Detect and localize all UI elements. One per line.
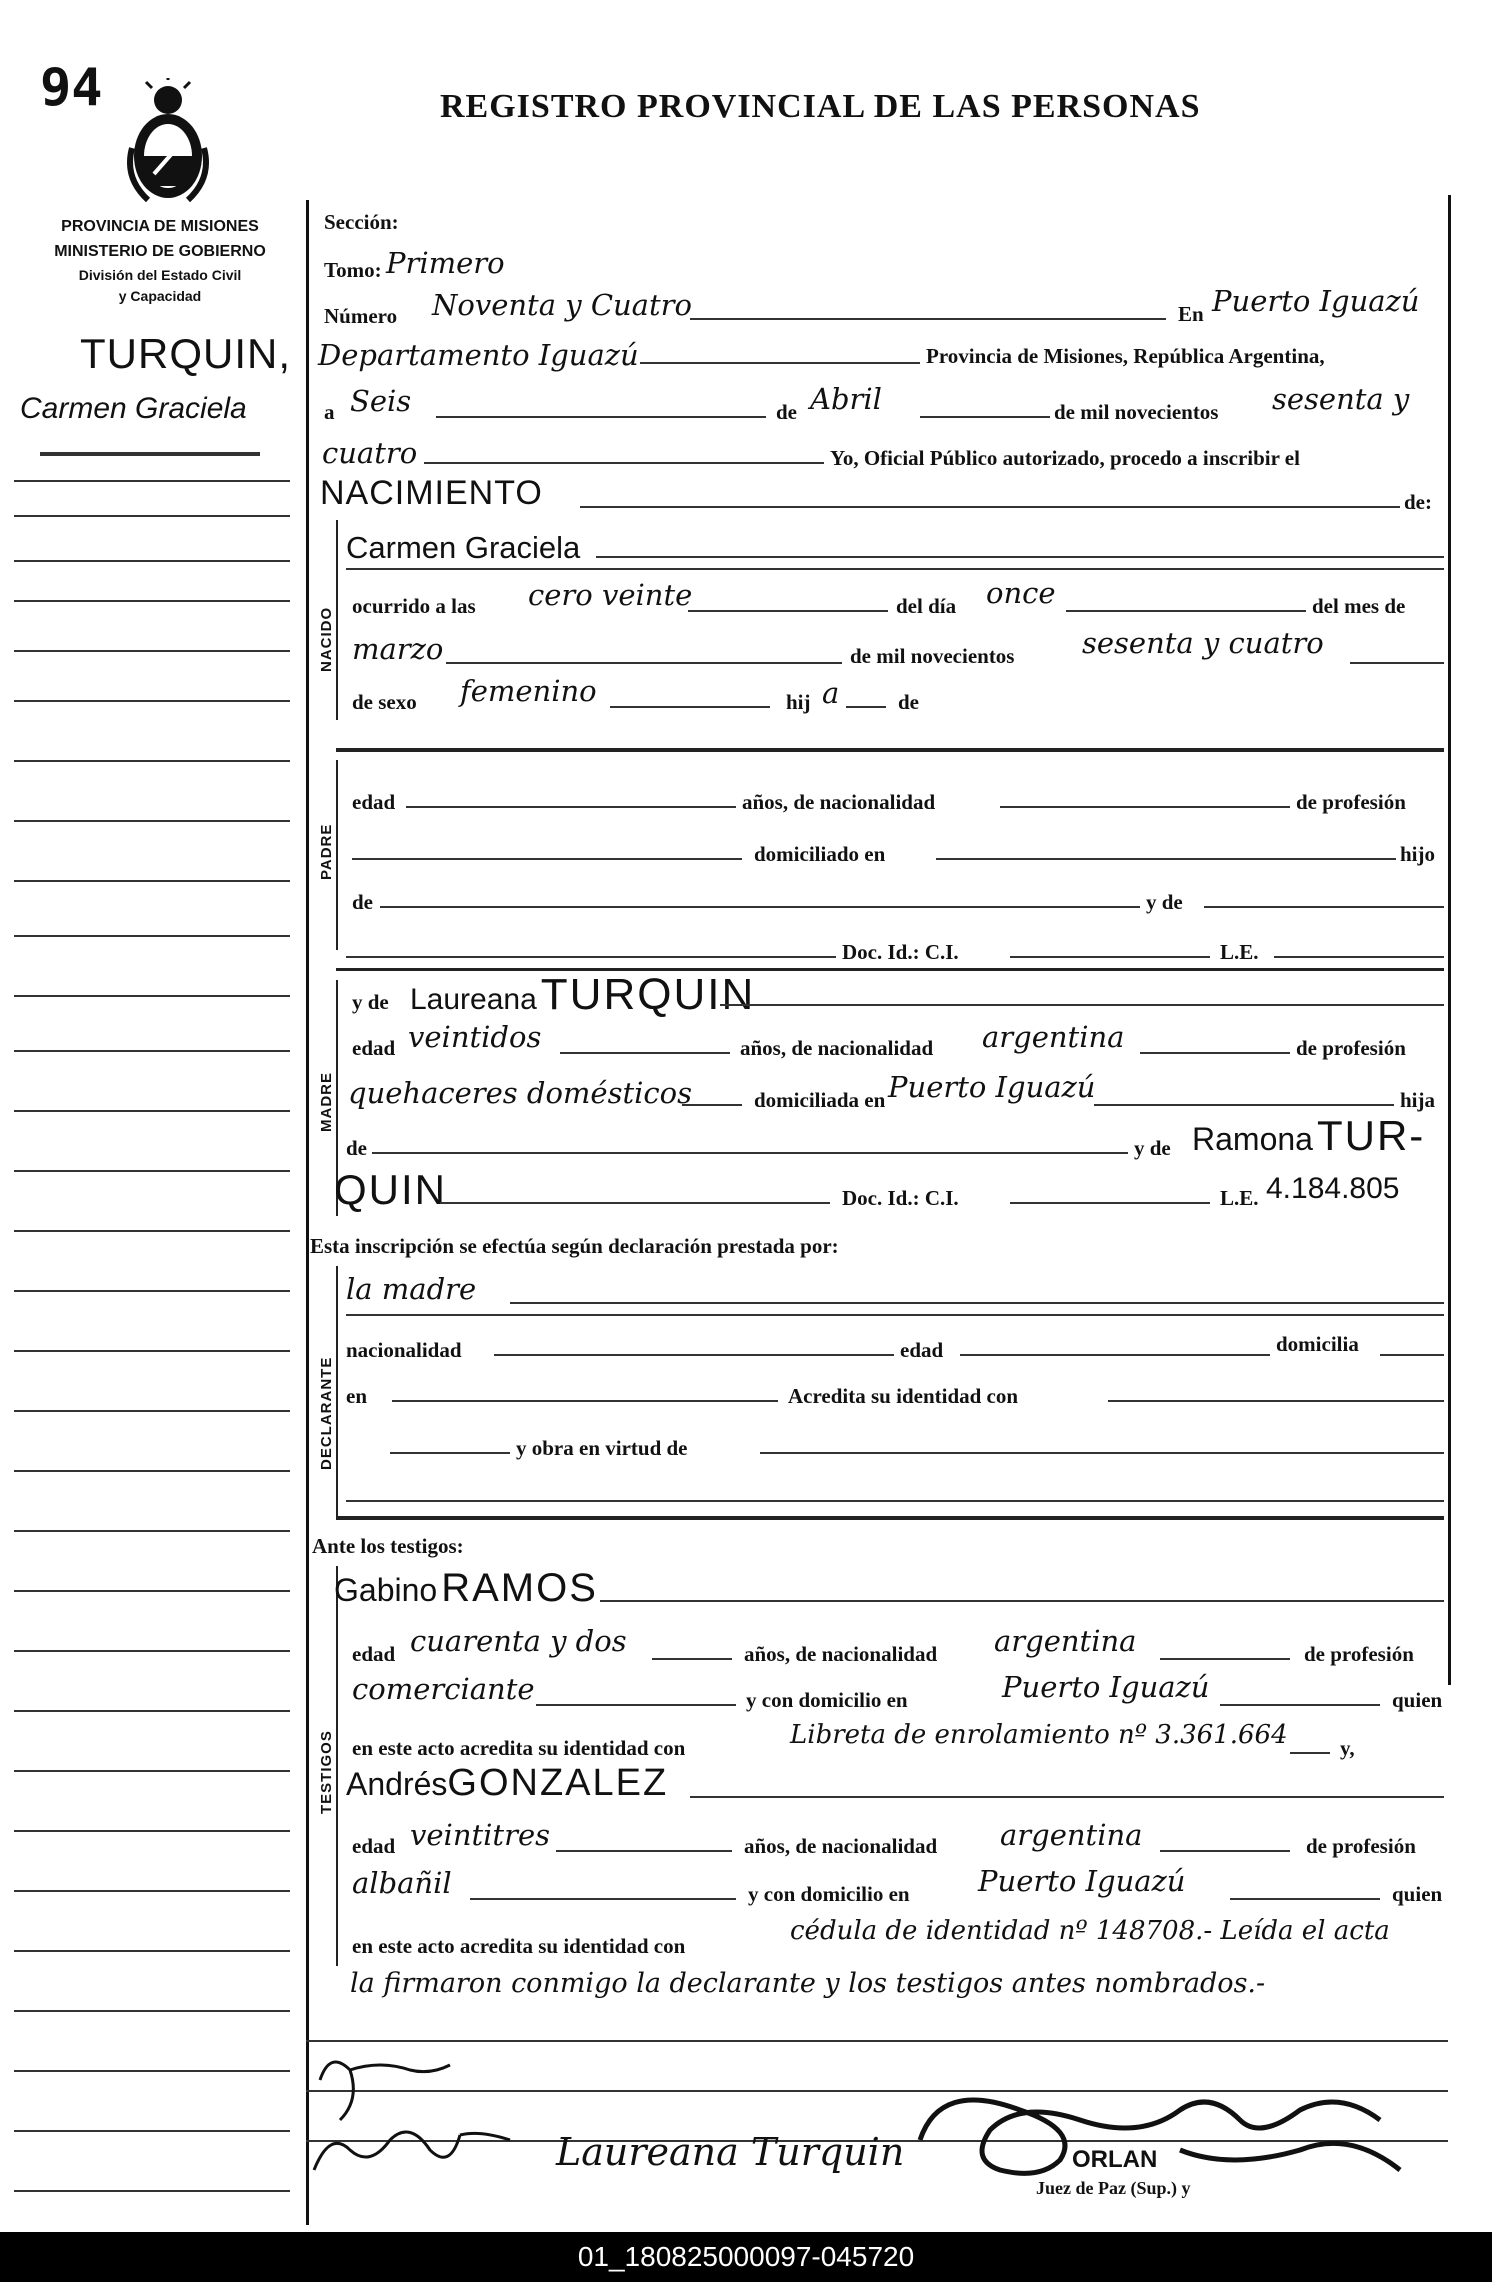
madre-y-de-label: y de [352, 990, 389, 1014]
padre-edad-label: edad [352, 790, 396, 814]
padre-profesion-label: de profesión [1296, 790, 1406, 814]
a-label: a [324, 400, 335, 424]
en-label: En [1178, 302, 1204, 326]
acto-value: NACIMIENTO [320, 474, 543, 512]
padre-bracket [336, 760, 338, 950]
nacido-label: NACIDO [318, 606, 335, 672]
numero-value: Noventa y Cuatro [432, 288, 692, 322]
madre-profesion-value: quehaceres domésticos [348, 1076, 692, 1110]
padre-y-de-label: y de [1146, 890, 1183, 914]
mes-nac-value: marzo [352, 632, 444, 666]
hij-label: hij [786, 690, 811, 714]
coat-of-arms-icon [118, 78, 218, 206]
hora-value: cero veinte [528, 578, 693, 612]
anio-value-1: sesenta y [1272, 382, 1410, 416]
del-mes-label: del mes de [1312, 594, 1406, 618]
t2-nombre-1: Andrés [346, 1766, 448, 1802]
t1-identidad-value: Libreta de enrolamiento nº 3.361.664 [790, 1720, 1288, 1750]
abuela-2: TUR- [1316, 1112, 1426, 1159]
t2-domicilio-value: Puerto Iguazú [978, 1864, 1186, 1898]
provincia-label: Provincia de Misiones, República Argentina, [926, 344, 1325, 368]
signature-declarante [310, 2040, 570, 2180]
de-after-hij-label: de [898, 690, 919, 714]
official-title: Juez de Paz (Sup.) y [1036, 2178, 1191, 2198]
official-name: ORLAN [1072, 2146, 1158, 2173]
margin-given-names: Carmen Graciela [20, 392, 247, 425]
decl-acredita-label: Acredita su identidad con [788, 1384, 1019, 1408]
division-name-2: y Capacidad [118, 288, 202, 304]
padre-anios-label: años, de nacionalidad [742, 790, 936, 814]
cierre-value: la firmaron conmigo la declarante y los testigos antes nombrados.- [350, 1968, 1266, 1999]
declarante-value: la madre [346, 1272, 477, 1306]
padre-label: PADRE [318, 823, 335, 880]
decl-obra-label: y obra en virtud de [516, 1436, 688, 1460]
t2-identidad-value: cédula de identidad nº 148708.- Leída el acta [790, 1916, 1390, 1946]
t2-quien-label: quien [1392, 1882, 1443, 1906]
t1-nombre-1: Gabino [334, 1572, 438, 1608]
t1-edad-label: edad [352, 1642, 396, 1666]
padre-de-label: de [352, 890, 373, 914]
mes-value: Abril [810, 382, 882, 416]
margin-surname: TURQUIN, [80, 330, 291, 377]
sexo-value: femenino [460, 674, 597, 708]
t2-edad-label: edad [352, 1834, 396, 1858]
division-name: División del Estado Civil [78, 267, 242, 283]
province-name: PROVINCIA DE MISIONES [61, 218, 259, 235]
declarante-bracket [336, 1266, 338, 1516]
ministry-name: MINISTERIO DE GOBIERNO [54, 243, 266, 260]
madre-nombre [410, 970, 755, 1020]
t1-nombre-2: RAMOS [441, 1566, 598, 1610]
del-dia-label: del día [896, 594, 957, 618]
declarante-label: DECLARANTE [318, 1356, 335, 1470]
t2-nombre [346, 1762, 668, 1805]
t1-profesion-label: de profesión [1304, 1642, 1414, 1666]
padre-doc-label: Doc. Id.: C.I. [842, 940, 959, 964]
tomo-value: Primero [386, 246, 505, 280]
document-title: REGISTRO PROVINCIAL DE LAS PERSONAS [440, 88, 1201, 125]
t1-profesion-value: comerciante [352, 1672, 535, 1706]
form-frame-left [306, 200, 309, 2225]
ocurrido-label: ocurrido a las [352, 594, 476, 618]
madre-label: MADRE [318, 1072, 335, 1132]
decl-en-label: en [346, 1384, 367, 1408]
t2-nacionalidad-value: argentina [1000, 1818, 1143, 1852]
madre-profesion-label: de profesión [1296, 1036, 1406, 1060]
abuela-1: Ramona [1192, 1121, 1313, 1157]
dia-nac-value: once [986, 576, 1056, 610]
abuela-nombre [1192, 1112, 1425, 1160]
madre-doc-label: Doc. Id.: C.I. [842, 1186, 959, 1210]
madre-domiciliada-label: domiciliada en [754, 1088, 886, 1112]
dia-value: Seis [350, 384, 412, 418]
t2-anios-label: años, de nacionalidad [744, 1834, 938, 1858]
mil-novecientos-2-label: de mil novecientos [850, 644, 1015, 668]
t1-nombre [334, 1566, 598, 1611]
numero-label: Número [324, 304, 398, 328]
anio-nac-value: sesenta y cuatro [1082, 626, 1324, 660]
madre-edad-value: veintidos [408, 1020, 542, 1054]
hij-suffix: a [822, 676, 840, 710]
madre-nombre-2: TURQUIN [540, 970, 756, 1019]
de-label: de [776, 400, 797, 424]
madre-nacionalidad-value: argentina [982, 1020, 1125, 1054]
mil-novecientos-label: de mil novecientos [1054, 400, 1219, 424]
padre-hijo-label: hijo [1400, 842, 1436, 866]
t1-y-label: y, [1340, 1736, 1355, 1760]
madre-nombre-1: Laureana [410, 983, 537, 1016]
seccion-label: Sección: [324, 210, 399, 234]
sexo-label: de sexo [352, 690, 417, 714]
t2-profesion-label: de profesión [1306, 1834, 1416, 1858]
anio-value-2: cuatro [322, 436, 418, 470]
page-number: 94 [40, 58, 103, 118]
t2-edad-value: veintitres [410, 1818, 550, 1852]
madre-domicilio-value: Puerto Iguazú [888, 1070, 1096, 1104]
nacido-bracket [336, 520, 338, 720]
madre-de-label: de [346, 1136, 367, 1160]
padre-le-label: L.E. [1220, 940, 1259, 964]
t2-nombre-2: GONZALEZ [447, 1762, 669, 1804]
t1-quien-label: quien [1392, 1688, 1443, 1712]
t1-anios-label: años, de nacionalidad [744, 1642, 938, 1666]
footer-bar [0, 2232, 1492, 2282]
t1-domicilio-label: y con domicilio en [746, 1688, 908, 1712]
t1-domicilio-value: Puerto Iguazú [1002, 1670, 1210, 1704]
t2-profesion-value: albañil [352, 1866, 452, 1900]
decl-domicilia-label: domicilia [1276, 1332, 1359, 1356]
abuela-3: QUIN [334, 1166, 447, 1213]
form-frame-right [1448, 195, 1451, 1685]
decl-edad-label: edad [900, 1338, 944, 1362]
t1-nacionalidad-value: argentina [994, 1624, 1137, 1658]
madre-edad-label: edad [352, 1036, 396, 1060]
t2-domicilio-label: y con domicilio en [748, 1882, 910, 1906]
tomo-label: Tomo: [324, 258, 382, 282]
footer-id: 01_180825000097-045720 [577, 2241, 915, 2272]
nombre-value: Carmen Graciela [346, 530, 581, 565]
de-colon-label: de: [1404, 490, 1432, 514]
testigos-bracket [336, 1566, 338, 1966]
inscripcion-label: Esta inscripción se efectúa según declaración prestada por: [310, 1234, 839, 1258]
madre-hija-label: hija [1400, 1088, 1436, 1112]
madre-anios-label: años, de nacionalidad [740, 1036, 934, 1060]
madre-le-label: L.E. [1220, 1186, 1259, 1210]
testigos-label: TESTIGOS [318, 1730, 335, 1814]
signature-laureana: Laureana Turquin [556, 2130, 905, 2174]
departamento-value: Departamento Iguazú [318, 338, 639, 372]
t1-acredita-label: en este acto acredita su identidad con [352, 1736, 686, 1760]
decl-nacionalidad-label: nacionalidad [346, 1338, 462, 1362]
madre-le-value: 4.184.805 [1266, 1172, 1400, 1205]
padre-domiciliado-label: domiciliado en [754, 842, 886, 866]
en-value: Puerto Iguazú [1212, 284, 1420, 318]
t2-acredita-label: en este acto acredita su identidad con [352, 1934, 686, 1958]
madre-y-de2-label: y de [1134, 1136, 1171, 1160]
t1-edad-value: cuarenta y dos [410, 1624, 627, 1658]
yo-oficial-label: Yo, Oficial Público autorizado, procedo a inscribir el [830, 446, 1300, 470]
header-block [10, 214, 310, 306]
ante-testigos-label: Ante los testigos: [312, 1534, 464, 1558]
